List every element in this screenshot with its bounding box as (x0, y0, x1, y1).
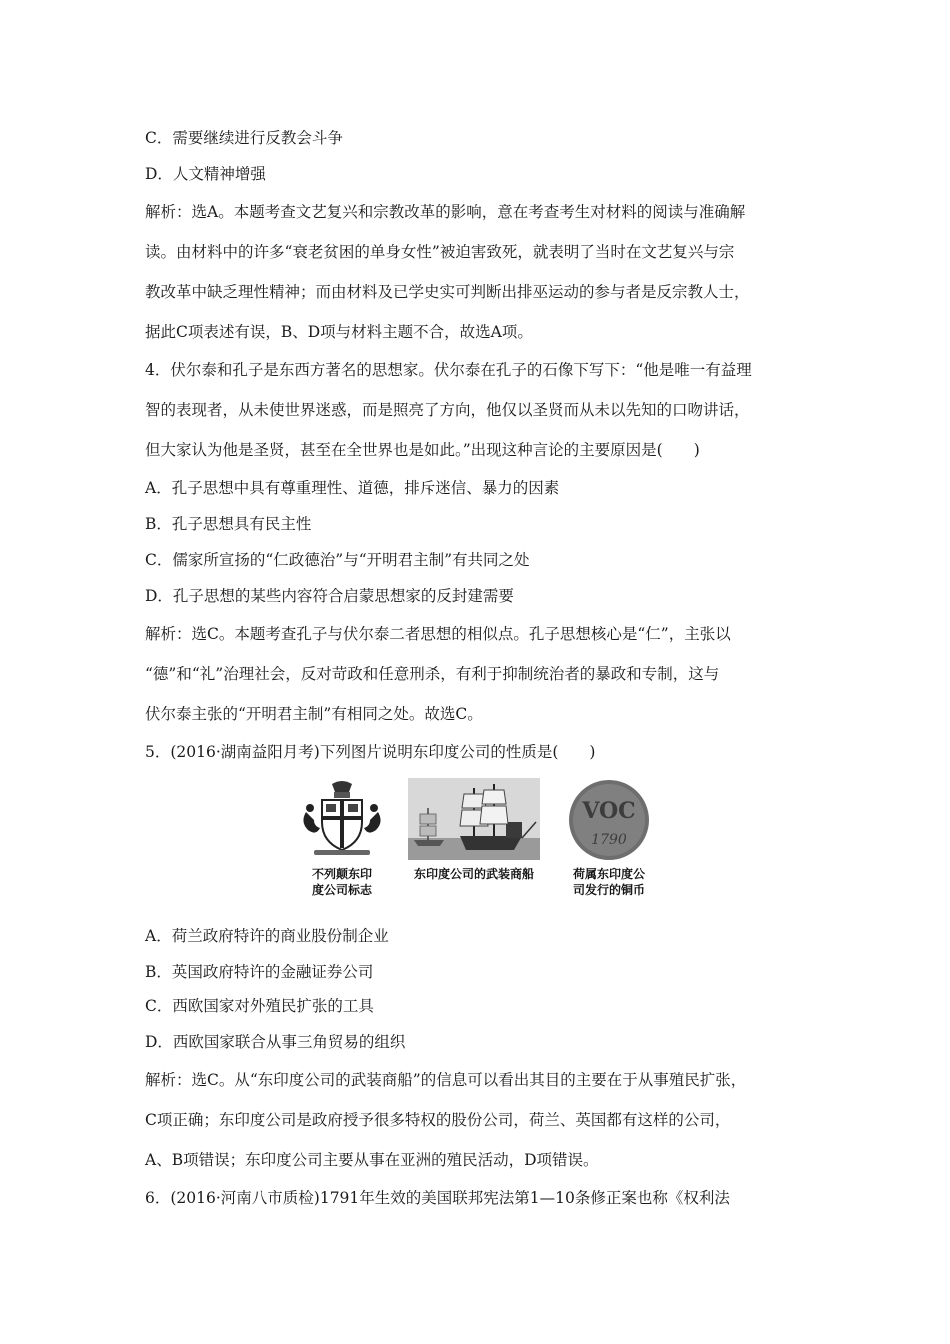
q5-stem: 5．(2016·湖南益阳月考)下列图片说明东印度公司的性质是( ) (145, 743, 596, 761)
q5-analysis-line-3: A、B项错误；东印度公司主要从事在亚洲的殖民活动，D项错误。 (145, 1151, 599, 1169)
q6-stem: 6．(2016·河南八市质检)1791年生效的美国联邦宪法第1—10条修正案也称《权利法 (145, 1189, 730, 1207)
q5-option-c: C．西欧国家对外殖民扩张的工具 (145, 997, 374, 1015)
copper-coin-icon (564, 778, 654, 862)
coin-mark: VOC (582, 798, 636, 824)
q5-option-b: B．英国政府特许的金融证券公司 (145, 963, 374, 981)
q5-option-d: D．西欧国家联合从事三角贸易的组织 (145, 1033, 406, 1051)
sailing-ship-icon (408, 778, 540, 860)
figure3-caption-line-1: 荷属东印度公 (572, 867, 645, 881)
figure1-caption-line-2: 度公司标志 (311, 883, 372, 897)
q5-analysis-line-2: C项正确；东印度公司是政府授予很多特权的股份公司，荷兰、英国都有这样的公司， (145, 1111, 731, 1129)
q4-analysis-line-2: “德”和“礼”治理社会，反对苛政和任意刑杀，有利于抑制统治者的暴政和专制，这与 (145, 665, 720, 683)
q4-analysis-line-1: 解析：选C。本题考查孔子与伏尔泰二者思想的相似点。孔子思想核心是“仁”，主张以 (145, 625, 731, 643)
coat-of-arms-icon (296, 778, 388, 858)
q4-analysis-line-3: 伏尔泰主张的“开明君主制”有相同之处。故选C。 (145, 705, 483, 723)
q3-analysis-line-1: 解析：选A。本题考查文艺复兴和宗教改革的影响，意在考查考生对材料的阅读与准确解 (145, 203, 746, 221)
figure-copper-coin (564, 778, 654, 897)
figure3-caption-line-2: 司发行的铜币 (572, 883, 645, 897)
q4-stem-line-3: 但大家认为他是圣贤，甚至在全世界也是如此。”出现这种言论的主要原因是( ) (145, 441, 700, 459)
q5-analysis-line-1: 解析：选C。从“东印度公司的武装商船”的信息可以看出其目的主要在于从事殖民扩张， (145, 1071, 747, 1089)
q4-option-b: B．孔子思想具有民主性 (145, 515, 312, 533)
coin-year: 1790 (591, 832, 627, 848)
q5-figures (296, 778, 666, 908)
figure1-caption-line-1: 不列颠东印 (311, 867, 372, 881)
q5-option-a: A．荷兰政府特许的商业股份制企业 (145, 927, 389, 945)
q3-option-c: C．需要继续进行反教会斗争 (145, 129, 343, 147)
q4-option-c: C．儒家所宣扬的“仁政德治”与“开明君主制”有共同之处 (145, 551, 530, 569)
q4-stem-line-1: 4．伏尔泰和孔子是东西方著名的思想家。伏尔泰在孔子的石像下写下：“他是唯一有益理 (145, 361, 752, 379)
q3-analysis-line-2: 读。由材料中的许多“衰老贫困的单身女性”被迫害致死，就表明了当时在文艺复兴与宗 (145, 243, 735, 261)
figure2-caption: 东印度公司的武装商船 (413, 867, 534, 881)
q3-option-d: D．人文精神增强 (145, 165, 266, 183)
q4-option-d: D．孔子思想的某些内容符合启蒙思想家的反封建需要 (145, 587, 514, 605)
figure-company-emblem (296, 778, 388, 897)
figure-armed-merchant-ship (408, 778, 540, 881)
q3-analysis-line-4: 据此C项表述有误，B、D项与材料主题不合，故选A项。 (145, 323, 533, 341)
q3-analysis-line-3: 教改革中缺乏理性精神；而由材料及已学史实可判断出排巫运动的参与者是反宗教人士， (145, 283, 750, 301)
q4-stem-line-2: 智的表现者，从未使世界迷惑，而是照亮了方向，他仅以圣贤而从未以先知的口吻讲话， (145, 401, 750, 419)
q4-option-a: A．孔子思想中具有尊重理性、道德，排斥迷信、暴力的因素 (145, 479, 560, 497)
